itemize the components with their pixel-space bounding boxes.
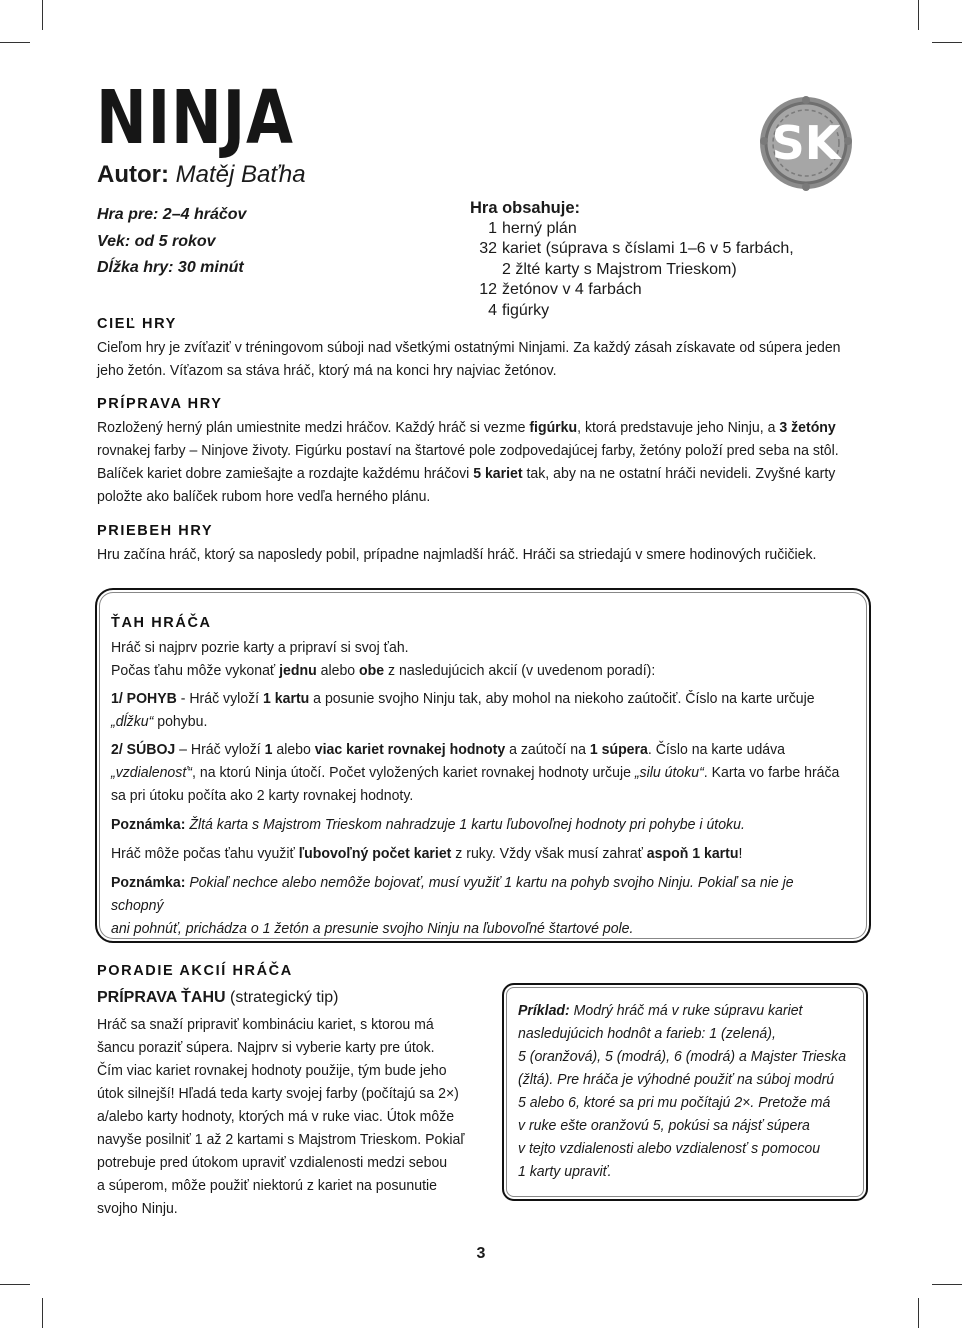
turn-text: Hráč si najprv pozrie karty a pripraví si svoj ťah. Počas ťahu môže vykonať jednu alebo obe z nasledujúcich akcií (v uvedenom poradí): [111, 639, 656, 679]
language-badge [748, 95, 860, 195]
crop-mark [0, 1284, 30, 1285]
page-number: 3 [476, 1245, 486, 1262]
goal-heading: CIEĽ HRY [97, 316, 177, 332]
crop-mark [918, 0, 919, 30]
note-yellow-card: Poznámka: Žltá karta s Majstrom Trieskom nahradzuje 1 kartu ľubovoľnej hodnoty pri pohybe i útoku. [111, 816, 745, 833]
list-item: 1 herný plán [488, 219, 577, 237]
order-subheading: PRÍPRAVA ŤAHU (strategický tip) [97, 989, 339, 1006]
badge-label: SK [771, 116, 841, 170]
setup-text: Rozložený herný plán umiestnite medzi hráčov. Každý hráč si vezme figúrku, ktorá predstavuje jeho Ninju, a 3 žetóny rovnakej farby – Ninjove životy. Figúrku postaví na štartové pole zodpovedajúcej farby, žetóny položí pred seba na stôl. Balíček kariet dobre zamiešajte a rozdajte každému hráčovi 5 kariet tak, aby na ne ostatní hráči nevideli. Zvyšné karty položte ako balíček rubom hore vedľa herného plánu. [97, 419, 839, 505]
cards-rule: Hráč môže počas ťahu využiť ľubovoľný počet kariet z ruky. Vždy však musí zahrať aspoň 1 kartu! [111, 845, 743, 862]
list-item: 2 žlté karty s Majstrom Trieskom) [502, 260, 737, 278]
contents-heading: Hra obsahuje: [470, 199, 581, 217]
order-heading: PORADIE AKCIÍ HRÁČA [97, 963, 293, 979]
crop-mark [932, 42, 962, 43]
author-name: Matěj Baťha [175, 161, 306, 188]
crop-mark [0, 42, 30, 43]
flow-text: Hru začína hráč, ktorý sa naposledy pobil, prípadne najmladší hráč. Hráči sa striedajú v smere hodinových ručičiek. [97, 546, 817, 563]
badge-emblem-icon [748, 95, 860, 195]
game-title: NINJA [96, 75, 294, 161]
list-item: 32 kariet (súprava s číslami 1–6 v 5 farbách, [479, 240, 794, 257]
list-item: 12 žetónov v 4 farbách [479, 281, 642, 298]
fight-action: 2/ SÚBOJ – Hráč vyloží 1 alebo viac kariet rovnakej hodnoty a zaútočí na 1 súpera. Číslo na karte udáva „vzdialenosť“, na ktorú Ninja útočí. Počet vyložených kariet rovnakej hodnoty určuje „silu útoku“. Karta vo farbe hráča sa pri útoku počíta ako 2 karty rovnakej hodnoty. [111, 741, 840, 804]
move-action: 1/ POHYB - Hráč vyloží 1 kartu a posunie svojho Ninju tak, aby mohol na niekoho zaútočiť. Číslo na karte určuje „dĺžku“ pohybu. [111, 690, 815, 730]
players-info: Hra pre: 2–4 hráčov [97, 206, 247, 223]
list-item: 4 figúrky [488, 301, 550, 319]
crop-mark [42, 0, 43, 30]
crop-mark [42, 1298, 43, 1328]
crop-mark [918, 1298, 919, 1328]
note-no-fight: Poznámka: Pokiaľ nechce alebo nemôže bojovať, musí využiť 1 kartu na pohyb svojho Ninju. Pokiaľ sa nie je schopný ani pohnúť, prichádza o 1 žetón a presunie svojho Ninju na ľubovoľné štartové pole. [111, 874, 794, 937]
crop-mark [932, 1284, 962, 1285]
goal-text: Cieľom hry je zvíťaziť v tréningovom súboji nad všetkými ostatnými Ninjami. Za každý zásah získavate od súpera jeden jeho žetón. Víťazom sa stáva hráč, ktorý má na konci hry najviac žetónov. [97, 339, 841, 379]
order-text: Hráč sa snaží pripraviť kombináciu kariet, s ktorou má šancu poraziť súpera. Najprv si vyberie karty pre útok. Čím viac kariet rovnakej hodnoty použije, tým bude jeho útok silnejší! Hľadá teda karty svojej farby (počítajú sa 2×) a/alebo karty hodnoty, ktorých má v ruke viac. Útok môže navyše posilniť 1 až 2 kartami s Majstrom Trieskom. Pokiaľ potrebuje pred útokom upraviť vzdialenosti medzi sebou a súperom, môže použiť niektorú z kariet na posunutie svojho Ninju. [97, 1016, 465, 1217]
author-label: Autor: [97, 161, 169, 188]
flow-heading: PRIEBEH HRY [97, 523, 214, 539]
author-line [97, 160, 306, 190]
setup-heading: PRÍPRAVA HRY [97, 396, 223, 412]
turn-heading: ŤAH HRÁČA [111, 615, 212, 631]
game-meta [97, 202, 246, 282]
duration-info: Dĺžka hry: 30 minút [97, 259, 244, 276]
contents-list [470, 198, 794, 321]
age-info: Vek: od 5 rokov [97, 232, 216, 250]
example-text: Príklad: Modrý hráč má v ruke súpravu kariet nasledujúcich hodnôt a farieb: 1 (zelená), 5 (oranžová), 5 (modrá), 6 (modrá) a Majster Trieska (žltá). Pre hráča je výhodné použiť na súboj modrú 5 alebo 6, ktoré sa pri mu počítajú 2×. Pretože má v ruke ešte oranžovú 5, pokúsi sa nájsť súpera v tejto vzdialenosti alebo vzdialenosť s pomocou 1 karty upraviť. [518, 1002, 847, 1180]
